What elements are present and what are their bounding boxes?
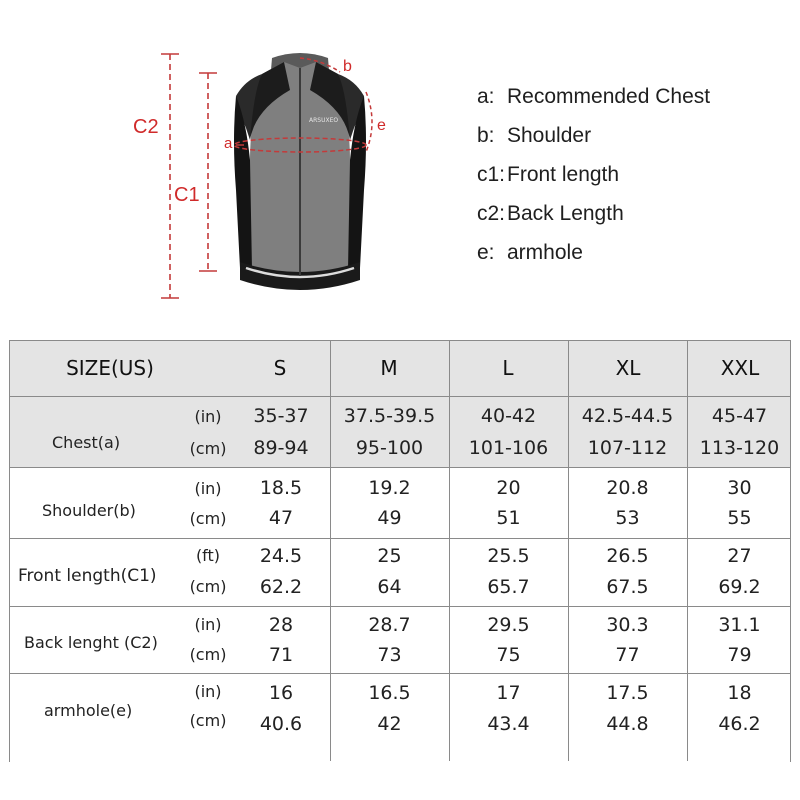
- vest-logo: ARSUXEO: [309, 117, 339, 124]
- legend-text: Front length: [507, 163, 620, 186]
- unit-label: (cm): [189, 577, 227, 596]
- c1-label: C1: [174, 184, 200, 206]
- table-cell: 17.5: [606, 682, 649, 704]
- legend-item: [477, 82, 710, 121]
- table-cell: 65.7: [487, 576, 530, 598]
- divider: [10, 673, 790, 674]
- table-cell: 95-100: [355, 437, 424, 459]
- size-header-l: L: [502, 356, 514, 380]
- vest-illustration: [0, 0, 460, 320]
- unit-label: (ft): [195, 546, 221, 565]
- table-cell: 40-42: [480, 405, 537, 427]
- legend-text: Back Length: [507, 202, 624, 225]
- a-label: a: [224, 135, 233, 152]
- table-cell: 19.2: [368, 477, 411, 499]
- measurement-legend: [477, 82, 710, 277]
- table-cell: 27: [727, 545, 752, 567]
- table-cell: 26.5: [606, 545, 649, 567]
- table-cell: 18.5: [259, 477, 303, 499]
- table-cell: 75: [496, 644, 521, 666]
- c1-dimension-line: [199, 73, 217, 271]
- row-label-back-length: Back lenght (C2): [24, 633, 158, 652]
- legend-item: [477, 199, 710, 238]
- table-cell: 42: [377, 713, 402, 735]
- table-cell: 20: [496, 477, 521, 499]
- legend-text: Shoulder: [507, 124, 592, 147]
- size-header-xl: XL: [615, 356, 641, 380]
- table-cell: 71: [268, 644, 294, 666]
- unit-label: (in): [194, 615, 222, 634]
- table-cell: 45-47: [711, 405, 768, 427]
- table-cell: 47: [268, 507, 294, 529]
- table-cell: 107-112: [587, 437, 668, 459]
- table-cell: 89-94: [253, 437, 309, 459]
- row-label-armhole: armhole(e): [44, 701, 133, 720]
- table-cell: 16: [268, 682, 294, 704]
- table-cell: 16.5: [368, 682, 411, 704]
- unit-label: (cm): [189, 509, 227, 528]
- legend-text: Recommended Chest: [507, 85, 711, 108]
- table-cell: 51: [496, 507, 521, 529]
- table-cell: 37.5-39.5: [343, 405, 436, 427]
- table-cell: 77: [615, 644, 640, 666]
- b-label: b: [343, 58, 352, 75]
- table-cell: 64: [377, 576, 402, 598]
- vest-shape: [234, 53, 366, 290]
- unit-label: (cm): [189, 645, 227, 664]
- table-cell: 44.8: [606, 713, 649, 735]
- table-cell: 17: [496, 682, 521, 704]
- legend-item: [477, 160, 710, 199]
- unit-label: (in): [194, 479, 222, 498]
- table-cell: 25: [377, 545, 402, 567]
- table-cell: 42.5-44.5: [581, 405, 674, 427]
- table-cell: 69.2: [718, 576, 761, 598]
- legend-key: a:: [477, 85, 495, 108]
- legend-key: c2:: [477, 202, 506, 225]
- unit-label: (in): [194, 407, 222, 426]
- c2-dimension-line: [161, 54, 179, 298]
- table-cell: 31.1: [718, 614, 761, 636]
- table-cell: 25.5: [487, 545, 530, 567]
- row-label-front-length: Front length(C1): [18, 566, 157, 586]
- vest-diagram: [0, 0, 460, 320]
- table-header-row: [10, 341, 790, 396]
- unit-label: (in): [194, 682, 222, 701]
- legend-item: [477, 121, 710, 160]
- size-header-m: M: [380, 356, 398, 380]
- table-cell: 40.6: [259, 713, 303, 735]
- row-label-chest: Chest(a): [52, 433, 121, 452]
- size-column-header: SIZE(US): [66, 356, 154, 380]
- table-cell: 101-106: [468, 437, 549, 459]
- armhole-measure-line: [366, 92, 372, 152]
- table-cell: 30: [727, 477, 752, 499]
- legend-item: [477, 238, 710, 277]
- divider: [10, 538, 790, 539]
- divider: [10, 467, 790, 468]
- row-label-shoulder: Shoulder(b): [42, 501, 136, 520]
- table-cell: 55: [727, 507, 752, 529]
- legend-text: armhole: [507, 241, 583, 264]
- unit-label: (cm): [189, 439, 227, 458]
- table-cell: 29.5: [487, 614, 530, 636]
- unit-label: (cm): [189, 711, 227, 730]
- table-cell: 43.4: [487, 713, 530, 735]
- table-cell: 113-120: [699, 437, 780, 459]
- table-cell: 67.5: [606, 576, 649, 598]
- legend-key: b:: [477, 124, 495, 147]
- table-cell: 18: [727, 682, 752, 704]
- size-header-xxl: XXL: [720, 356, 760, 380]
- size-chart-table: [9, 340, 791, 762]
- legend-key: c1:: [477, 163, 506, 186]
- table-cell: 30.3: [606, 614, 649, 636]
- table-cell: 62.2: [259, 576, 303, 598]
- e-label: e: [377, 117, 386, 134]
- table-cell: 49: [377, 507, 402, 529]
- c2-label: C2: [133, 116, 159, 138]
- table-cell: 79: [727, 644, 752, 666]
- table-cell: 35-37: [253, 405, 309, 427]
- legend-key: e:: [477, 241, 495, 264]
- size-header-s: S: [273, 356, 287, 380]
- table-cell: 53: [615, 507, 640, 529]
- divider: [10, 396, 790, 397]
- table-cell: 46.2: [718, 713, 761, 735]
- table-cell: 73: [377, 644, 402, 666]
- table-cell: 20.8: [606, 477, 649, 499]
- table-cell: 24.5: [259, 545, 303, 567]
- divider: [10, 606, 790, 607]
- table-cell: 28: [268, 614, 294, 636]
- table-cell: 28.7: [368, 614, 411, 636]
